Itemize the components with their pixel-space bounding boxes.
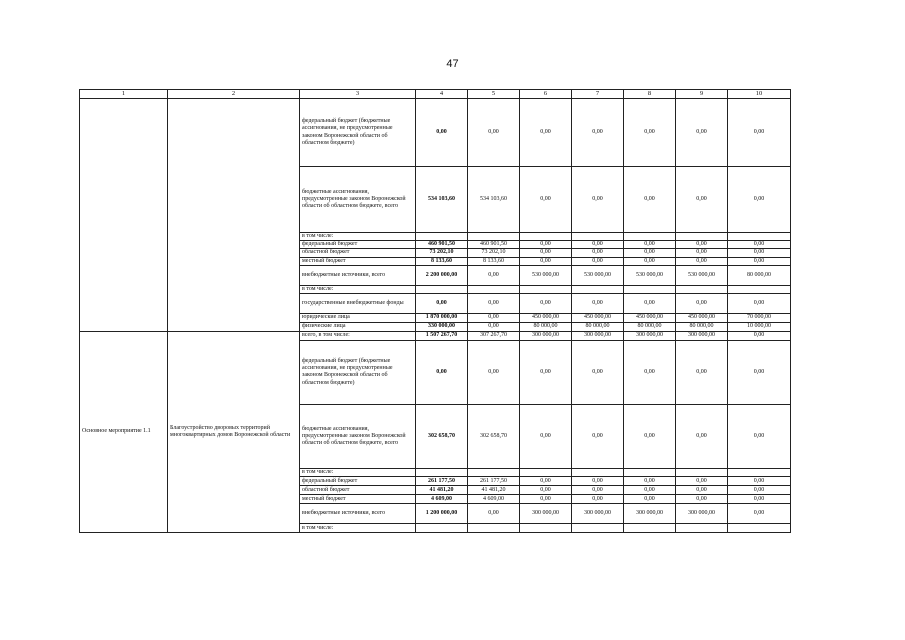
year-value-cell: 300 000,00 — [520, 331, 572, 340]
col-header: 5 — [468, 90, 520, 99]
year-value-cell: 0,00 — [676, 167, 728, 233]
year-value-cell — [676, 285, 728, 293]
year-value-cell: 0,00 — [676, 241, 728, 249]
year-value-cell: 0,00 — [728, 167, 791, 233]
year-value-cell: 0,00 — [468, 322, 520, 331]
year-value-cell — [572, 233, 624, 241]
year-value-cell: 0,00 — [624, 293, 676, 313]
year-value-cell: 0,00 — [468, 504, 520, 524]
year-value-cell: 300 000,00 — [520, 504, 572, 524]
total-value-cell: 0,00 — [416, 340, 468, 404]
row-label: бюджетные ассигнования, предусмотренные законом Воронежской области об областном бюджете, всего — [300, 167, 416, 233]
year-value-cell: 0,00 — [624, 486, 676, 495]
total-value-cell: 0,00 — [416, 293, 468, 313]
year-value-cell: 0,00 — [468, 313, 520, 322]
year-value-cell: 0,00 — [520, 495, 572, 504]
total-value-cell: 0,00 — [416, 99, 468, 167]
empty-merged-cell — [80, 99, 168, 332]
year-value-cell: 0,00 — [676, 249, 728, 257]
year-value-cell — [676, 233, 728, 241]
year-value-cell: 0,00 — [624, 249, 676, 257]
year-value-cell: 0,00 — [624, 167, 676, 233]
year-value-cell: 0,00 — [572, 293, 624, 313]
measure-description-cell: Благоустройство дворовых территорий многоквартирных домов Воронежской области — [168, 331, 300, 532]
year-value-cell: 300 000,00 — [676, 504, 728, 524]
total-value-cell: 73 202,10 — [416, 249, 468, 257]
year-value-cell: 307 267,70 — [468, 331, 520, 340]
year-value-cell: 0,00 — [676, 340, 728, 404]
year-value-cell — [728, 524, 791, 533]
year-value-cell — [624, 233, 676, 241]
year-value-cell — [468, 285, 520, 293]
year-value-cell: 0,00 — [676, 99, 728, 167]
total-value-cell: 8 133,60 — [416, 257, 468, 265]
row-label: областной бюджет — [300, 486, 416, 495]
row-label: федеральный бюджет — [300, 241, 416, 249]
row-label: бюджетные ассигнования, предусмотренные законом Воронежской области об областном бюджете, всего — [300, 404, 416, 468]
year-value-cell: 0,00 — [520, 249, 572, 257]
year-value-cell: 0,00 — [572, 404, 624, 468]
year-value-cell: 0,00 — [520, 293, 572, 313]
year-value-cell: 0,00 — [572, 241, 624, 249]
year-value-cell: 80 000,00 — [572, 322, 624, 331]
table-row — [80, 331, 791, 340]
col-header: 9 — [676, 90, 728, 99]
year-value-cell — [572, 285, 624, 293]
year-value-cell: 0,00 — [468, 293, 520, 313]
total-value-cell: 1 507 267,70 — [416, 331, 468, 340]
total-value-cell — [416, 285, 468, 293]
year-value-cell: 0,00 — [572, 249, 624, 257]
year-value-cell: 0,00 — [624, 477, 676, 486]
page-number: 47 — [446, 58, 459, 70]
column-header-row — [80, 90, 791, 99]
col-header: 1 — [80, 90, 168, 99]
year-value-cell: 0,00 — [728, 504, 791, 524]
year-value-cell: 0,00 — [468, 265, 520, 285]
row-label: местный бюджет — [300, 257, 416, 265]
total-value-cell: 302 658,70 — [416, 404, 468, 468]
row-label: местный бюджет — [300, 495, 416, 504]
year-value-cell: 0,00 — [728, 331, 791, 340]
year-value-cell: 534 103,60 — [468, 167, 520, 233]
year-value-cell: 450 000,00 — [676, 313, 728, 322]
year-value-cell: 530 000,00 — [572, 265, 624, 285]
year-value-cell: 0,00 — [572, 99, 624, 167]
year-value-cell: 0,00 — [572, 486, 624, 495]
col-header: 6 — [520, 90, 572, 99]
year-value-cell — [572, 524, 624, 533]
row-label: федеральный бюджет — [300, 477, 416, 486]
row-label: всего, в том числе: — [300, 331, 416, 340]
row-label: областной бюджет — [300, 249, 416, 257]
row-label: в том числе: — [300, 233, 416, 241]
year-value-cell: 530 000,00 — [624, 265, 676, 285]
col-header: 7 — [572, 90, 624, 99]
year-value-cell: 80 000,00 — [676, 322, 728, 331]
year-value-cell — [468, 468, 520, 476]
year-value-cell — [520, 285, 572, 293]
year-value-cell: 0,00 — [572, 477, 624, 486]
empty-merged-cell — [168, 99, 300, 332]
year-value-cell: 73 202,10 — [468, 249, 520, 257]
year-value-cell: 0,00 — [728, 340, 791, 404]
year-value-cell: 8 133,60 — [468, 257, 520, 265]
row-label: в том числе: — [300, 468, 416, 476]
year-value-cell: 0,00 — [728, 241, 791, 249]
year-value-cell: 0,00 — [520, 404, 572, 468]
year-value-cell — [520, 233, 572, 241]
year-value-cell: 0,00 — [624, 257, 676, 265]
total-value-cell — [416, 524, 468, 533]
year-value-cell: 0,00 — [728, 99, 791, 167]
year-value-cell: 0,00 — [624, 495, 676, 504]
year-value-cell — [468, 233, 520, 241]
year-value-cell: 0,00 — [728, 293, 791, 313]
year-value-cell: 41 481,20 — [468, 486, 520, 495]
year-value-cell: 0,00 — [520, 477, 572, 486]
year-value-cell: 0,00 — [728, 477, 791, 486]
year-value-cell — [676, 468, 728, 476]
year-value-cell: 0,00 — [728, 495, 791, 504]
year-value-cell — [468, 524, 520, 533]
col-header: 4 — [416, 90, 468, 99]
year-value-cell: 0,00 — [728, 249, 791, 257]
year-value-cell: 0,00 — [520, 340, 572, 404]
year-value-cell — [520, 524, 572, 533]
year-value-cell: 300 000,00 — [624, 504, 676, 524]
year-value-cell: 0,00 — [728, 257, 791, 265]
total-value-cell: 1 870 000,00 — [416, 313, 468, 322]
row-label: внебюджетные источники, всего — [300, 504, 416, 524]
year-value-cell — [572, 468, 624, 476]
year-value-cell: 450 000,00 — [572, 313, 624, 322]
row-label: федеральный бюджет (бюджетные ассигнования, не предусмотренные законом Воронежской области об областном бюджете) — [300, 340, 416, 404]
year-value-cell: 80 000,00 — [624, 322, 676, 331]
year-value-cell: 450 000,00 — [520, 313, 572, 322]
year-value-cell — [520, 468, 572, 476]
year-value-cell: 300 000,00 — [624, 331, 676, 340]
year-value-cell — [624, 285, 676, 293]
col-header: 8 — [624, 90, 676, 99]
year-value-cell: 300 000,00 — [676, 331, 728, 340]
year-value-cell: 450 000,00 — [624, 313, 676, 322]
total-value-cell: 4 609,00 — [416, 495, 468, 504]
year-value-cell — [624, 524, 676, 533]
year-value-cell — [676, 524, 728, 533]
year-value-cell: 70 000,00 — [728, 313, 791, 322]
row-label: государственные внебюджетные фонды — [300, 293, 416, 313]
year-value-cell: 300 000,00 — [572, 504, 624, 524]
row-label: в том числе: — [300, 524, 416, 533]
year-value-cell: 530 000,00 — [520, 265, 572, 285]
year-value-cell — [624, 468, 676, 476]
year-value-cell: 10 000,00 — [728, 322, 791, 331]
year-value-cell: 0,00 — [728, 404, 791, 468]
col-header: 2 — [168, 90, 300, 99]
year-value-cell: 0,00 — [520, 257, 572, 265]
total-value-cell: 41 481,20 — [416, 486, 468, 495]
total-value-cell — [416, 233, 468, 241]
measure-name-cell: Основное мероприятие 1.1 — [80, 331, 168, 532]
year-value-cell: 0,00 — [572, 257, 624, 265]
year-value-cell: 0,00 — [676, 477, 728, 486]
table-row — [80, 99, 791, 167]
year-value-cell — [728, 285, 791, 293]
year-value-cell: 300 000,00 — [572, 331, 624, 340]
year-value-cell: 4 609,00 — [468, 495, 520, 504]
year-value-cell: 0,00 — [676, 404, 728, 468]
total-value-cell: 1 200 000,00 — [416, 504, 468, 524]
year-value-cell: 0,00 — [520, 241, 572, 249]
year-value-cell: 0,00 — [572, 167, 624, 233]
total-value-cell — [416, 468, 468, 476]
row-label: внебюджетные источники, всего — [300, 265, 416, 285]
year-value-cell: 0,00 — [624, 99, 676, 167]
year-value-cell: 0,00 — [520, 486, 572, 495]
year-value-cell: 0,00 — [572, 495, 624, 504]
year-value-cell: 0,00 — [676, 495, 728, 504]
col-header: 3 — [300, 90, 416, 99]
year-value-cell — [728, 233, 791, 241]
year-value-cell: 302 658,70 — [468, 404, 520, 468]
year-value-cell: 80 000,00 — [728, 265, 791, 285]
year-value-cell: 261 177,50 — [468, 477, 520, 486]
total-value-cell: 261 177,50 — [416, 477, 468, 486]
year-value-cell: 0,00 — [676, 293, 728, 313]
budget-table — [79, 89, 791, 533]
year-value-cell: 530 000,00 — [676, 265, 728, 285]
col-header: 10 — [728, 90, 791, 99]
total-value-cell: 460 901,50 — [416, 241, 468, 249]
year-value-cell: 0,00 — [728, 486, 791, 495]
year-value-cell: 0,00 — [520, 99, 572, 167]
row-label: юридические лица — [300, 313, 416, 322]
year-value-cell — [728, 468, 791, 476]
row-label: федеральный бюджет (бюджетные ассигнования, не предусмотренные законом Воронежской области об областном бюджете) — [300, 99, 416, 167]
row-label: физические лица — [300, 322, 416, 331]
year-value-cell: 0,00 — [624, 340, 676, 404]
year-value-cell: 0,00 — [468, 99, 520, 167]
year-value-cell: 0,00 — [676, 257, 728, 265]
year-value-cell: 460 901,50 — [468, 241, 520, 249]
total-value-cell: 534 103,60 — [416, 167, 468, 233]
total-value-cell: 2 200 000,00 — [416, 265, 468, 285]
row-label: в том числе: — [300, 285, 416, 293]
year-value-cell: 0,00 — [624, 241, 676, 249]
year-value-cell: 0,00 — [520, 167, 572, 233]
year-value-cell: 0,00 — [468, 340, 520, 404]
year-value-cell: 0,00 — [572, 340, 624, 404]
year-value-cell: 80 000,00 — [520, 322, 572, 331]
year-value-cell: 0,00 — [676, 486, 728, 495]
total-value-cell: 330 000,00 — [416, 322, 468, 331]
year-value-cell: 0,00 — [624, 404, 676, 468]
